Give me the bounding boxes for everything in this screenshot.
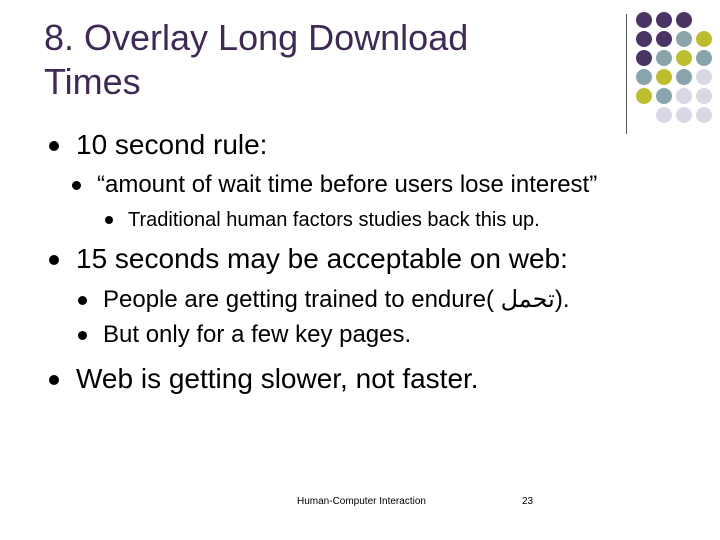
bullet-dot-icon xyxy=(49,141,59,151)
bullet-text: 10 second rule: xyxy=(76,129,268,160)
dot-row-2 xyxy=(636,31,712,47)
dot-row-6 xyxy=(656,107,712,123)
dot xyxy=(656,88,672,104)
dot-row-5 xyxy=(636,88,712,104)
footer-course-name: Human-Computer Interaction xyxy=(297,496,426,507)
dot xyxy=(656,31,672,47)
bullet-item xyxy=(103,320,411,350)
bullet-text: But only for a few key pages. xyxy=(103,321,412,348)
dot xyxy=(676,88,692,104)
dot xyxy=(656,69,672,85)
dot xyxy=(676,31,692,47)
dot xyxy=(656,50,672,66)
bullet-dot-icon xyxy=(78,331,87,340)
bullet-text: People are getting trained to endure( تحمل). xyxy=(103,286,570,313)
bullet-text: “amount of wait time before users lose interest” xyxy=(97,171,598,198)
dot xyxy=(656,107,672,123)
bullet-item xyxy=(128,208,540,232)
dot-row-4 xyxy=(636,69,712,85)
bullet-dot-icon xyxy=(78,296,87,305)
bullet-dot-icon xyxy=(72,181,81,190)
dot xyxy=(636,88,652,104)
dot xyxy=(676,107,692,123)
dot xyxy=(656,12,672,28)
bullet-item xyxy=(76,128,267,162)
dot xyxy=(676,12,692,28)
footer-page-number: 23 xyxy=(522,496,534,507)
bullet-dot-icon xyxy=(49,375,59,385)
bullet-text: Web is getting slower, not faster. xyxy=(76,363,479,394)
bullet-text: 15 seconds may be acceptable on web: xyxy=(76,243,568,274)
bullet-item xyxy=(76,242,568,276)
bullet-item xyxy=(103,285,570,315)
dot xyxy=(676,69,692,85)
bullet-text: Traditional human factors studies back this up. xyxy=(128,209,540,231)
dot xyxy=(696,31,712,47)
bullet-dot-icon xyxy=(105,216,113,224)
dot-row-3 xyxy=(636,50,712,66)
dot xyxy=(676,50,692,66)
dot-row-1 xyxy=(636,12,692,28)
dot xyxy=(696,69,712,85)
slide-title-line-1: 8. Overlay Long Download xyxy=(44,17,469,58)
slide-title xyxy=(44,16,604,104)
dot xyxy=(636,12,652,28)
title-divider-line xyxy=(626,14,627,134)
slide-title-line-2: Times xyxy=(44,61,141,102)
dot xyxy=(696,50,712,66)
bullet-item xyxy=(76,362,479,396)
dot xyxy=(696,88,712,104)
bullet-item xyxy=(97,170,597,200)
dot xyxy=(696,107,712,123)
dot xyxy=(636,31,652,47)
dot xyxy=(636,50,652,66)
bullet-dot-icon xyxy=(49,255,59,265)
dot xyxy=(636,69,652,85)
